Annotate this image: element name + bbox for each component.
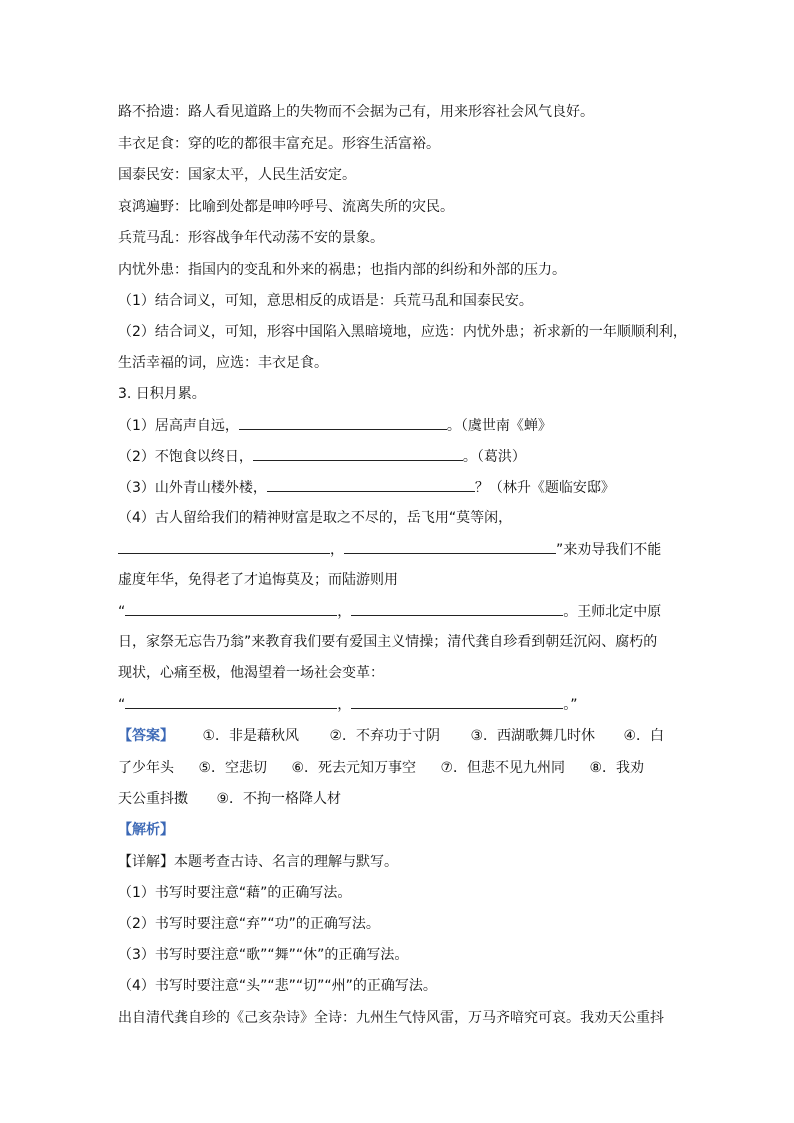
fill-item-4-line1: （4）古人留给我们的精神财富是取之不尽的，岳飞用“莫等闲， — [118, 510, 513, 526]
answer-item: ⑧．我劝 — [589, 760, 645, 776]
answer-line-1 — [118, 726, 664, 746]
detail-line: 出自清代龚自珍的《己亥杂诗》全诗：九州生气恃风雷，万马齐喑究可哀。我劝天公重抖 — [118, 1010, 664, 1026]
item-source: 。（虞世南《蝉》 — [446, 418, 552, 434]
detail-line: （4）书写时要注意“头”“悲”“切”“州”的正确写法。 — [118, 978, 437, 994]
definition-row — [118, 165, 356, 185]
definition-text: ：路人看见道路上的失物而不会据为己有，用来形容社会风气良好。 — [174, 104, 594, 120]
fill-item-2 — [118, 446, 526, 467]
analysis-q1: （1）结合词义，可知，意思相反的成语是：兵荒马乱和国泰民安。 — [118, 293, 533, 309]
item-text: 。” — [563, 697, 578, 713]
answer-blank[interactable] — [351, 694, 563, 709]
answer-item: ④．白 — [623, 728, 665, 744]
answer-item: ①．非是藉秋风 — [202, 728, 300, 744]
comma: ， — [337, 604, 352, 620]
definition-text: ：国家太平，人民生活安定。 — [174, 167, 356, 183]
answer-item: ②．不弃功于寸阴 — [329, 728, 441, 744]
answer-blank[interactable] — [125, 601, 337, 616]
detail-line: （1）书写时要注意“藉”的正确写法。 — [118, 885, 352, 901]
answer-item: 了少年头 — [118, 760, 174, 776]
definition-row — [118, 102, 594, 122]
fill-item-4-line6: 现状，心痛至极，他渴望着一场社会变革： — [118, 665, 384, 681]
fill-item-3 — [118, 477, 615, 498]
term: 哀鸿遍野 — [118, 199, 174, 215]
item-text: 。王师北定中原 — [563, 604, 662, 620]
answer-item: ③．西湖歌舞几时休 — [470, 728, 596, 744]
fill-item-4-line7 — [118, 694, 578, 715]
question-heading: 3. 日积月累。 — [118, 386, 206, 402]
detail-line: 【详解】本题考查古诗、名言的理解与默写。 — [118, 854, 398, 870]
answer-item: ⑤．空悲切 — [198, 760, 268, 776]
term: 内忧外患 — [118, 262, 174, 278]
term: 丰衣足食 — [118, 136, 174, 152]
answer-line-2 — [118, 758, 644, 778]
term: 路不拾遗 — [118, 104, 174, 120]
item-prefix: （2）不饱食以终日， — [118, 449, 253, 465]
comma: ， — [337, 697, 352, 713]
item-source: 。（葛洪） — [462, 449, 526, 465]
term: 国泰民安 — [118, 167, 174, 183]
definition-row — [118, 134, 440, 154]
term: 兵荒马乱 — [118, 230, 174, 246]
analysis-label: 【解析】 — [118, 822, 174, 838]
fill-item-4-line4 — [118, 601, 661, 622]
comma: ， — [330, 542, 344, 558]
definition-text: ：穿的吃的都很丰富充足。形容生活富裕。 — [174, 136, 440, 152]
definition-row — [118, 228, 384, 248]
answer-blank[interactable] — [344, 539, 556, 554]
answer-blank[interactable] — [239, 415, 447, 430]
item-prefix: （3）山外青山楼外楼， — [118, 480, 267, 496]
definition-text: ：指国内的变乱和外来的祸患；也指内部的纠纷和外部的压力。 — [174, 262, 566, 278]
answer-item: ⑨．不拘一格降人材 — [216, 791, 342, 807]
answer-line-3 — [118, 789, 341, 809]
answer-item: ⑦．但悲不见九州同 — [440, 760, 566, 776]
answer-blank[interactable] — [351, 601, 563, 616]
fill-item-1 — [118, 415, 552, 436]
fill-item-4-line2 — [118, 539, 661, 560]
answer-item: 天公重抖擞 — [118, 791, 188, 807]
answer-blank[interactable] — [118, 539, 330, 554]
fill-item-4-line3: 虚度年华，免得老了才追悔莫及；而陆游则用 — [118, 572, 398, 588]
quote-mark: “ — [118, 697, 126, 713]
analysis-q2-line2: 生活幸福的词，应选：丰衣足食。 — [118, 355, 328, 371]
answer-blank[interactable] — [125, 694, 337, 709]
detail-line: （2）书写时要注意“弃”“功”的正确写法。 — [118, 916, 380, 932]
item-prefix: （1）居高声自远， — [118, 418, 239, 434]
answer-blank[interactable] — [267, 477, 475, 492]
answer-label: 【答案】 — [118, 728, 174, 744]
item-text: ”来劝导我们不能 — [556, 542, 662, 558]
detail-line: （3）书写时要注意“歌”“舞”“休”的正确写法。 — [118, 947, 409, 963]
definition-row — [118, 260, 566, 280]
definition-row — [118, 197, 454, 217]
answer-blank[interactable] — [253, 446, 463, 461]
analysis-q2-line1: （2）结合词义，可知，形容中国陷入黑暗境地，应选：内忧外患；祈求新的一年顺顺利利， — [118, 324, 687, 340]
definition-text: ：比喻到处都是呻吟呼号、流离失所的灾民。 — [174, 199, 454, 215]
quote-mark: “ — [118, 604, 126, 620]
item-source: ？（林升《题临安邸》 — [474, 480, 615, 496]
definition-text: ：形容战争年代动荡不安的景象。 — [174, 230, 384, 246]
fill-item-4-line5: 日，家祭无忘告乃翁”来教育我们要有爱国主义情操；清代龚自珍看到朝廷沉闷、腐朽的 — [118, 634, 658, 650]
answer-item: ⑥．死去元知万事空 — [291, 760, 417, 776]
